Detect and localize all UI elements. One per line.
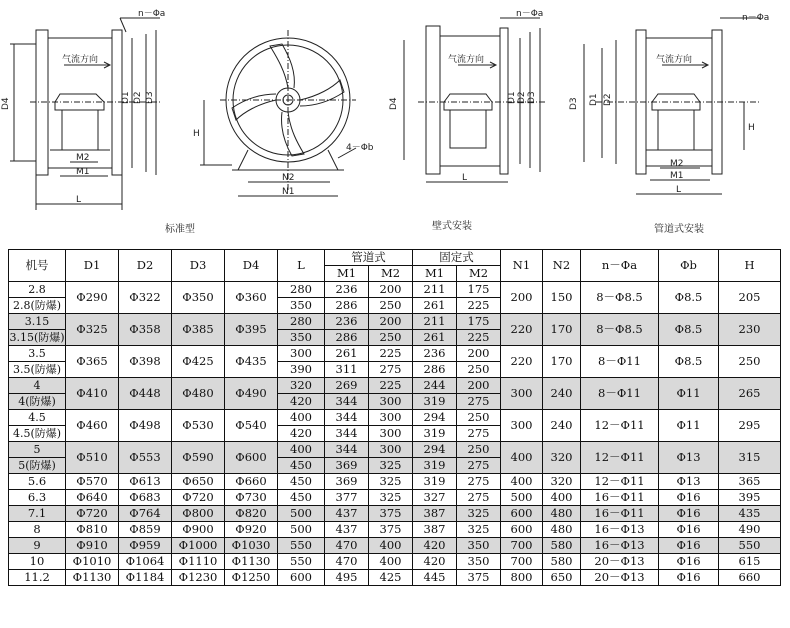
d3-cell: Φ350: [172, 282, 225, 314]
standard-caption: 标准型: [165, 224, 195, 235]
model-cell: 3.5(防爆): [9, 362, 66, 378]
fixed-m2-cell: 350: [457, 554, 501, 570]
duct-m2-cell: 375: [369, 506, 413, 522]
header-phi-b: Φb: [659, 250, 719, 282]
duct-m2-cell: 300: [369, 394, 413, 410]
duct-m1-cell: 344: [325, 442, 369, 458]
fixed-m1-cell: 211: [413, 282, 457, 298]
duct-m1-cell: 236: [325, 282, 369, 298]
header-duct: 管道式: [325, 250, 413, 266]
d4-cell: Φ490: [225, 378, 278, 410]
d2-cell: Φ498: [119, 410, 172, 442]
h-cell: 205: [719, 282, 781, 314]
fixed-m2-cell: 175: [457, 314, 501, 330]
std-l-label: L: [76, 195, 82, 205]
header-duct-m2: M2: [369, 266, 413, 282]
n-phi-a-cell: 16－Φ13: [581, 522, 659, 538]
model-cell: 8: [9, 522, 66, 538]
d2-cell: Φ859: [119, 522, 172, 538]
header-l: L: [278, 250, 325, 282]
d2-cell: Φ553: [119, 442, 172, 474]
h-cell: 615: [719, 554, 781, 570]
header-model: 机号: [9, 250, 66, 282]
l-cell: 600: [278, 570, 325, 586]
model-cell: 10: [9, 554, 66, 570]
d3-cell: Φ720: [172, 490, 225, 506]
d3-cell: Φ800: [172, 506, 225, 522]
duct-m2-cell: 400: [369, 538, 413, 554]
h-cell: 230: [719, 314, 781, 346]
d1-cell: Φ1130: [66, 570, 119, 586]
n-phi-a-cell: 12－Φ11: [581, 442, 659, 474]
l-cell: 350: [278, 330, 325, 346]
duct-m1-cell: 344: [325, 410, 369, 426]
model-cell: 4(防爆): [9, 394, 66, 410]
duct-m1-cell: 470: [325, 538, 369, 554]
duct-m1-cell: 437: [325, 506, 369, 522]
n2-cell: 580: [543, 538, 581, 554]
model-cell: 5.6: [9, 474, 66, 490]
fixed-m2-cell: 325: [457, 522, 501, 538]
header-d1: D1: [66, 250, 119, 282]
wall-caption: 壁式安装: [432, 221, 472, 232]
l-cell: 280: [278, 314, 325, 330]
duct-m1-label: M1: [670, 171, 684, 181]
h-cell: 490: [719, 522, 781, 538]
fixed-m1-cell: 387: [413, 506, 457, 522]
l-cell: 450: [278, 490, 325, 506]
d3-cell: Φ590: [172, 442, 225, 474]
wall-d4-label: D4: [389, 97, 399, 110]
table-row: [9, 282, 781, 298]
fixed-m2-cell: 275: [457, 474, 501, 490]
wall-l-label: L: [462, 173, 468, 183]
n1-cell: 200: [501, 282, 543, 314]
d1-cell: Φ1010: [66, 554, 119, 570]
fixed-m1-cell: 319: [413, 458, 457, 474]
table-row: [9, 522, 781, 538]
wall-airflow-label: 气流方向: [448, 55, 485, 65]
n1-cell: 300: [501, 410, 543, 442]
d4-cell: Φ1250: [225, 570, 278, 586]
duct-d1-label: D1: [589, 93, 599, 106]
std-h-label: H: [193, 129, 200, 139]
n-phi-a-cell: 20－Φ13: [581, 554, 659, 570]
duct-m1-cell: 495: [325, 570, 369, 586]
table-row: [9, 506, 781, 522]
fixed-m2-cell: 325: [457, 506, 501, 522]
phi-b-cell: Φ8.5: [659, 346, 719, 378]
phi-b-cell: Φ16: [659, 554, 719, 570]
phi-b-cell: Φ11: [659, 410, 719, 442]
duct-m2-cell: 375: [369, 522, 413, 538]
std-n-phi-a-label: n－Φa: [138, 9, 166, 19]
d3-cell: Φ1230: [172, 570, 225, 586]
duct-l-label: L: [676, 185, 682, 195]
table-row: [9, 410, 781, 426]
n1-cell: 600: [501, 506, 543, 522]
d3-cell: Φ1000: [172, 538, 225, 554]
l-cell: 450: [278, 474, 325, 490]
l-cell: 450: [278, 458, 325, 474]
table-row: [9, 490, 781, 506]
d1-cell: Φ910: [66, 538, 119, 554]
model-cell: 2.8: [9, 282, 66, 298]
l-cell: 420: [278, 394, 325, 410]
d2-cell: Φ959: [119, 538, 172, 554]
d1-cell: Φ640: [66, 490, 119, 506]
duct-m2-label: M2: [670, 159, 684, 169]
model-cell: 5: [9, 442, 66, 458]
fixed-m2-cell: 250: [457, 362, 501, 378]
d2-cell: Φ683: [119, 490, 172, 506]
fixed-m1-cell: 420: [413, 538, 457, 554]
d2-cell: Φ398: [119, 346, 172, 378]
d4-cell: Φ1130: [225, 554, 278, 570]
l-cell: 500: [278, 506, 325, 522]
fixed-m2-cell: 250: [457, 410, 501, 426]
model-cell: 3.15: [9, 314, 66, 330]
duct-m1-cell: 261: [325, 346, 369, 362]
fixed-m2-cell: 275: [457, 394, 501, 410]
h-cell: 435: [719, 506, 781, 522]
phi-b-cell: Φ13: [659, 474, 719, 490]
n1-cell: 700: [501, 554, 543, 570]
table-row: [9, 554, 781, 570]
duct-m1-cell: 236: [325, 314, 369, 330]
h-cell: 395: [719, 490, 781, 506]
header-d3: D3: [172, 250, 225, 282]
fixed-m1-cell: 244: [413, 378, 457, 394]
duct-m1-cell: 269: [325, 378, 369, 394]
n-phi-a-cell: 8－Φ11: [581, 378, 659, 410]
n1-cell: 800: [501, 570, 543, 586]
fixed-m2-cell: 275: [457, 426, 501, 442]
n-phi-a-cell: 8－Φ8.5: [581, 282, 659, 314]
duct-h-label: H: [748, 123, 755, 133]
l-cell: 320: [278, 378, 325, 394]
d1-cell: Φ570: [66, 474, 119, 490]
duct-m1-cell: 369: [325, 474, 369, 490]
fixed-m2-cell: 250: [457, 442, 501, 458]
d1-cell: Φ810: [66, 522, 119, 538]
standard-side-view: [10, 18, 160, 210]
technical-drawings: [0, 0, 790, 240]
n-phi-a-cell: 16－Φ11: [581, 490, 659, 506]
phi-b-cell: Φ16: [659, 538, 719, 554]
d2-cell: Φ1064: [119, 554, 172, 570]
duct-m1-cell: 437: [325, 522, 369, 538]
duct-m2-cell: 325: [369, 458, 413, 474]
header-h: H: [719, 250, 781, 282]
d3-cell: Φ1110: [172, 554, 225, 570]
fixed-m2-cell: 375: [457, 570, 501, 586]
h-cell: 660: [719, 570, 781, 586]
duct-m2-cell: 250: [369, 330, 413, 346]
d2-cell: Φ448: [119, 378, 172, 410]
duct-m2-cell: 200: [369, 314, 413, 330]
phi-b-cell: Φ16: [659, 522, 719, 538]
l-cell: 300: [278, 346, 325, 362]
d3-cell: Φ900: [172, 522, 225, 538]
n1-cell: 700: [501, 538, 543, 554]
duct-m2-cell: 225: [369, 346, 413, 362]
table-row: [9, 570, 781, 586]
phi-b-cell: Φ11: [659, 378, 719, 410]
n1-cell: 400: [501, 442, 543, 474]
n2-cell: 150: [543, 282, 581, 314]
l-cell: 280: [278, 282, 325, 298]
model-cell: 3.5: [9, 346, 66, 362]
phi-b-cell: Φ13: [659, 442, 719, 474]
phi-b-cell: Φ16: [659, 570, 719, 586]
h-cell: 550: [719, 538, 781, 554]
duct-m1-cell: 311: [325, 362, 369, 378]
d1-cell: Φ510: [66, 442, 119, 474]
model-cell: 6.3: [9, 490, 66, 506]
d4-cell: Φ395: [225, 314, 278, 346]
d3-cell: Φ480: [172, 378, 225, 410]
drawings-svg: [0, 0, 790, 240]
duct-m1-cell: 344: [325, 426, 369, 442]
d1-cell: Φ290: [66, 282, 119, 314]
table-row: [9, 378, 781, 394]
n-phi-a-cell: 20－Φ13: [581, 570, 659, 586]
d2-cell: Φ764: [119, 506, 172, 522]
n2-cell: 240: [543, 410, 581, 442]
header-n2: N2: [543, 250, 581, 282]
n1-cell: 220: [501, 314, 543, 346]
fixed-m2-cell: 175: [457, 282, 501, 298]
fixed-m2-cell: 350: [457, 538, 501, 554]
duct-m2-cell: 200: [369, 282, 413, 298]
d1-cell: Φ410: [66, 378, 119, 410]
spec-table: [8, 249, 781, 586]
n2-cell: 580: [543, 554, 581, 570]
duct-n-phi-a-label: n－Φa: [742, 13, 770, 23]
table-row: [9, 538, 781, 554]
fixed-m1-cell: 420: [413, 554, 457, 570]
d1-cell: Φ460: [66, 410, 119, 442]
phi-b-cell: Φ8.5: [659, 314, 719, 346]
d4-cell: Φ820: [225, 506, 278, 522]
model-cell: 2.8(防爆): [9, 298, 66, 314]
model-cell: 5(防爆): [9, 458, 66, 474]
d1-cell: Φ365: [66, 346, 119, 378]
phi-b-cell: Φ16: [659, 490, 719, 506]
fixed-m2-cell: 225: [457, 330, 501, 346]
d3-cell: Φ385: [172, 314, 225, 346]
d4-cell: Φ660: [225, 474, 278, 490]
h-cell: 365: [719, 474, 781, 490]
l-cell: 550: [278, 554, 325, 570]
duct-m1-cell: 344: [325, 394, 369, 410]
header-n-phi-a: n－Φa: [581, 250, 659, 282]
fixed-m2-cell: 225: [457, 298, 501, 314]
duct-m2-cell: 325: [369, 474, 413, 490]
duct-m2-cell: 300: [369, 426, 413, 442]
fixed-m1-cell: 286: [413, 362, 457, 378]
h-cell: 250: [719, 346, 781, 378]
n2-cell: 400: [543, 490, 581, 506]
n1-cell: 400: [501, 474, 543, 490]
fixed-m2-cell: 275: [457, 458, 501, 474]
d1-cell: Φ720: [66, 506, 119, 522]
header-duct-m1: M1: [325, 266, 369, 282]
fixed-m1-cell: 387: [413, 522, 457, 538]
d1-cell: Φ325: [66, 314, 119, 346]
std-m1-label: M1: [76, 167, 90, 177]
d3-cell: Φ650: [172, 474, 225, 490]
std-4-phi-b-label: 4－Φb: [346, 143, 374, 153]
duct-m2-cell: 425: [369, 570, 413, 586]
fixed-m1-cell: 319: [413, 394, 457, 410]
n2-cell: 480: [543, 506, 581, 522]
n-phi-a-cell: 12－Φ11: [581, 410, 659, 442]
std-d2-label: D2: [133, 91, 143, 104]
duct-d2-label: D2: [603, 93, 613, 106]
n-phi-a-cell: 12－Φ11: [581, 474, 659, 490]
n2-cell: 170: [543, 346, 581, 378]
wall-n-phi-a-label: n－Φa: [516, 9, 544, 19]
d2-cell: Φ358: [119, 314, 172, 346]
duct-m2-cell: 275: [369, 362, 413, 378]
duct-m1-cell: 286: [325, 298, 369, 314]
d4-cell: Φ1030: [225, 538, 278, 554]
d4-cell: Φ600: [225, 442, 278, 474]
d4-cell: Φ360: [225, 282, 278, 314]
d2-cell: Φ1184: [119, 570, 172, 586]
table-row: [9, 314, 781, 330]
n1-cell: 300: [501, 378, 543, 410]
l-cell: 350: [278, 298, 325, 314]
fixed-m1-cell: 294: [413, 410, 457, 426]
std-airflow-label: 气流方向: [62, 55, 99, 65]
duct-m2-cell: 250: [369, 298, 413, 314]
duct-m1-cell: 286: [325, 330, 369, 346]
table-row: [9, 346, 781, 362]
std-d1-label: D1: [121, 91, 131, 104]
header-fixed-m2: M2: [457, 266, 501, 282]
d3-cell: Φ530: [172, 410, 225, 442]
std-m2-label: M2: [76, 153, 90, 163]
header-fixed: 固定式: [413, 250, 501, 266]
h-cell: 315: [719, 442, 781, 474]
std-d4-label: D4: [1, 97, 11, 110]
h-cell: 265: [719, 378, 781, 410]
d2-cell: Φ322: [119, 282, 172, 314]
fixed-m1-cell: 445: [413, 570, 457, 586]
fixed-m1-cell: 319: [413, 426, 457, 442]
duct-d3-label: D3: [569, 97, 579, 110]
duct-m2-cell: 325: [369, 490, 413, 506]
n2-cell: 240: [543, 378, 581, 410]
fixed-m1-cell: 327: [413, 490, 457, 506]
n-phi-a-cell: 8－Φ8.5: [581, 314, 659, 346]
d4-cell: Φ730: [225, 490, 278, 506]
fixed-m2-cell: 200: [457, 378, 501, 394]
model-cell: 7.1: [9, 506, 66, 522]
n2-cell: 650: [543, 570, 581, 586]
fixed-m1-cell: 236: [413, 346, 457, 362]
n-phi-a-cell: 16－Φ13: [581, 538, 659, 554]
l-cell: 420: [278, 426, 325, 442]
d2-cell: Φ613: [119, 474, 172, 490]
fixed-m1-cell: 261: [413, 330, 457, 346]
model-cell: 11.2: [9, 570, 66, 586]
std-n1-label: N1: [282, 187, 295, 197]
header-n1: N1: [501, 250, 543, 282]
l-cell: 400: [278, 442, 325, 458]
fixed-m1-cell: 261: [413, 298, 457, 314]
l-cell: 500: [278, 522, 325, 538]
duct-m1-cell: 377: [325, 490, 369, 506]
n1-cell: 500: [501, 490, 543, 506]
n-phi-a-cell: 8－Φ11: [581, 346, 659, 378]
d4-cell: Φ435: [225, 346, 278, 378]
duct-airflow-label: 气流方向: [656, 55, 693, 65]
wall-d1-label: D1: [507, 91, 517, 104]
duct-caption: 管道式安装: [654, 224, 704, 235]
fixed-m2-cell: 200: [457, 346, 501, 362]
h-cell: 295: [719, 410, 781, 442]
spec-table-body: [9, 282, 781, 586]
phi-b-cell: Φ16: [659, 506, 719, 522]
header-fixed-m1: M1: [413, 266, 457, 282]
fixed-m2-cell: 275: [457, 490, 501, 506]
n1-cell: 600: [501, 522, 543, 538]
n2-cell: 320: [543, 442, 581, 474]
std-d3-label: D3: [145, 91, 155, 104]
duct-m1-cell: 369: [325, 458, 369, 474]
duct-m1-cell: 470: [325, 554, 369, 570]
model-cell: 4: [9, 378, 66, 394]
std-n2-label: N2: [282, 173, 295, 183]
table-row: [9, 474, 781, 490]
n-phi-a-cell: 16－Φ11: [581, 506, 659, 522]
l-cell: 550: [278, 538, 325, 554]
l-cell: 390: [278, 362, 325, 378]
d3-cell: Φ425: [172, 346, 225, 378]
table-row: [9, 442, 781, 458]
phi-b-cell: Φ8.5: [659, 282, 719, 314]
duct-m2-cell: 300: [369, 442, 413, 458]
header-d2: D2: [119, 250, 172, 282]
duct-m2-cell: 300: [369, 410, 413, 426]
model-cell: 9: [9, 538, 66, 554]
model-cell: 4.5: [9, 410, 66, 426]
fixed-m1-cell: 211: [413, 314, 457, 330]
d4-cell: Φ540: [225, 410, 278, 442]
l-cell: 400: [278, 410, 325, 426]
header-d4: D4: [225, 250, 278, 282]
fixed-m1-cell: 319: [413, 474, 457, 490]
duct-m2-cell: 400: [369, 554, 413, 570]
duct-m2-cell: 225: [369, 378, 413, 394]
wall-d3-label: D3: [527, 91, 537, 104]
n1-cell: 220: [501, 346, 543, 378]
model-cell: 3.15(防爆): [9, 331, 65, 344]
n2-cell: 320: [543, 474, 581, 490]
d4-cell: Φ920: [225, 522, 278, 538]
model-cell: 4.5(防爆): [9, 426, 66, 442]
wall-d2-label: D2: [517, 91, 527, 104]
n2-cell: 170: [543, 314, 581, 346]
n2-cell: 480: [543, 522, 581, 538]
standard-front-view: [200, 30, 356, 196]
fixed-m1-cell: 294: [413, 442, 457, 458]
